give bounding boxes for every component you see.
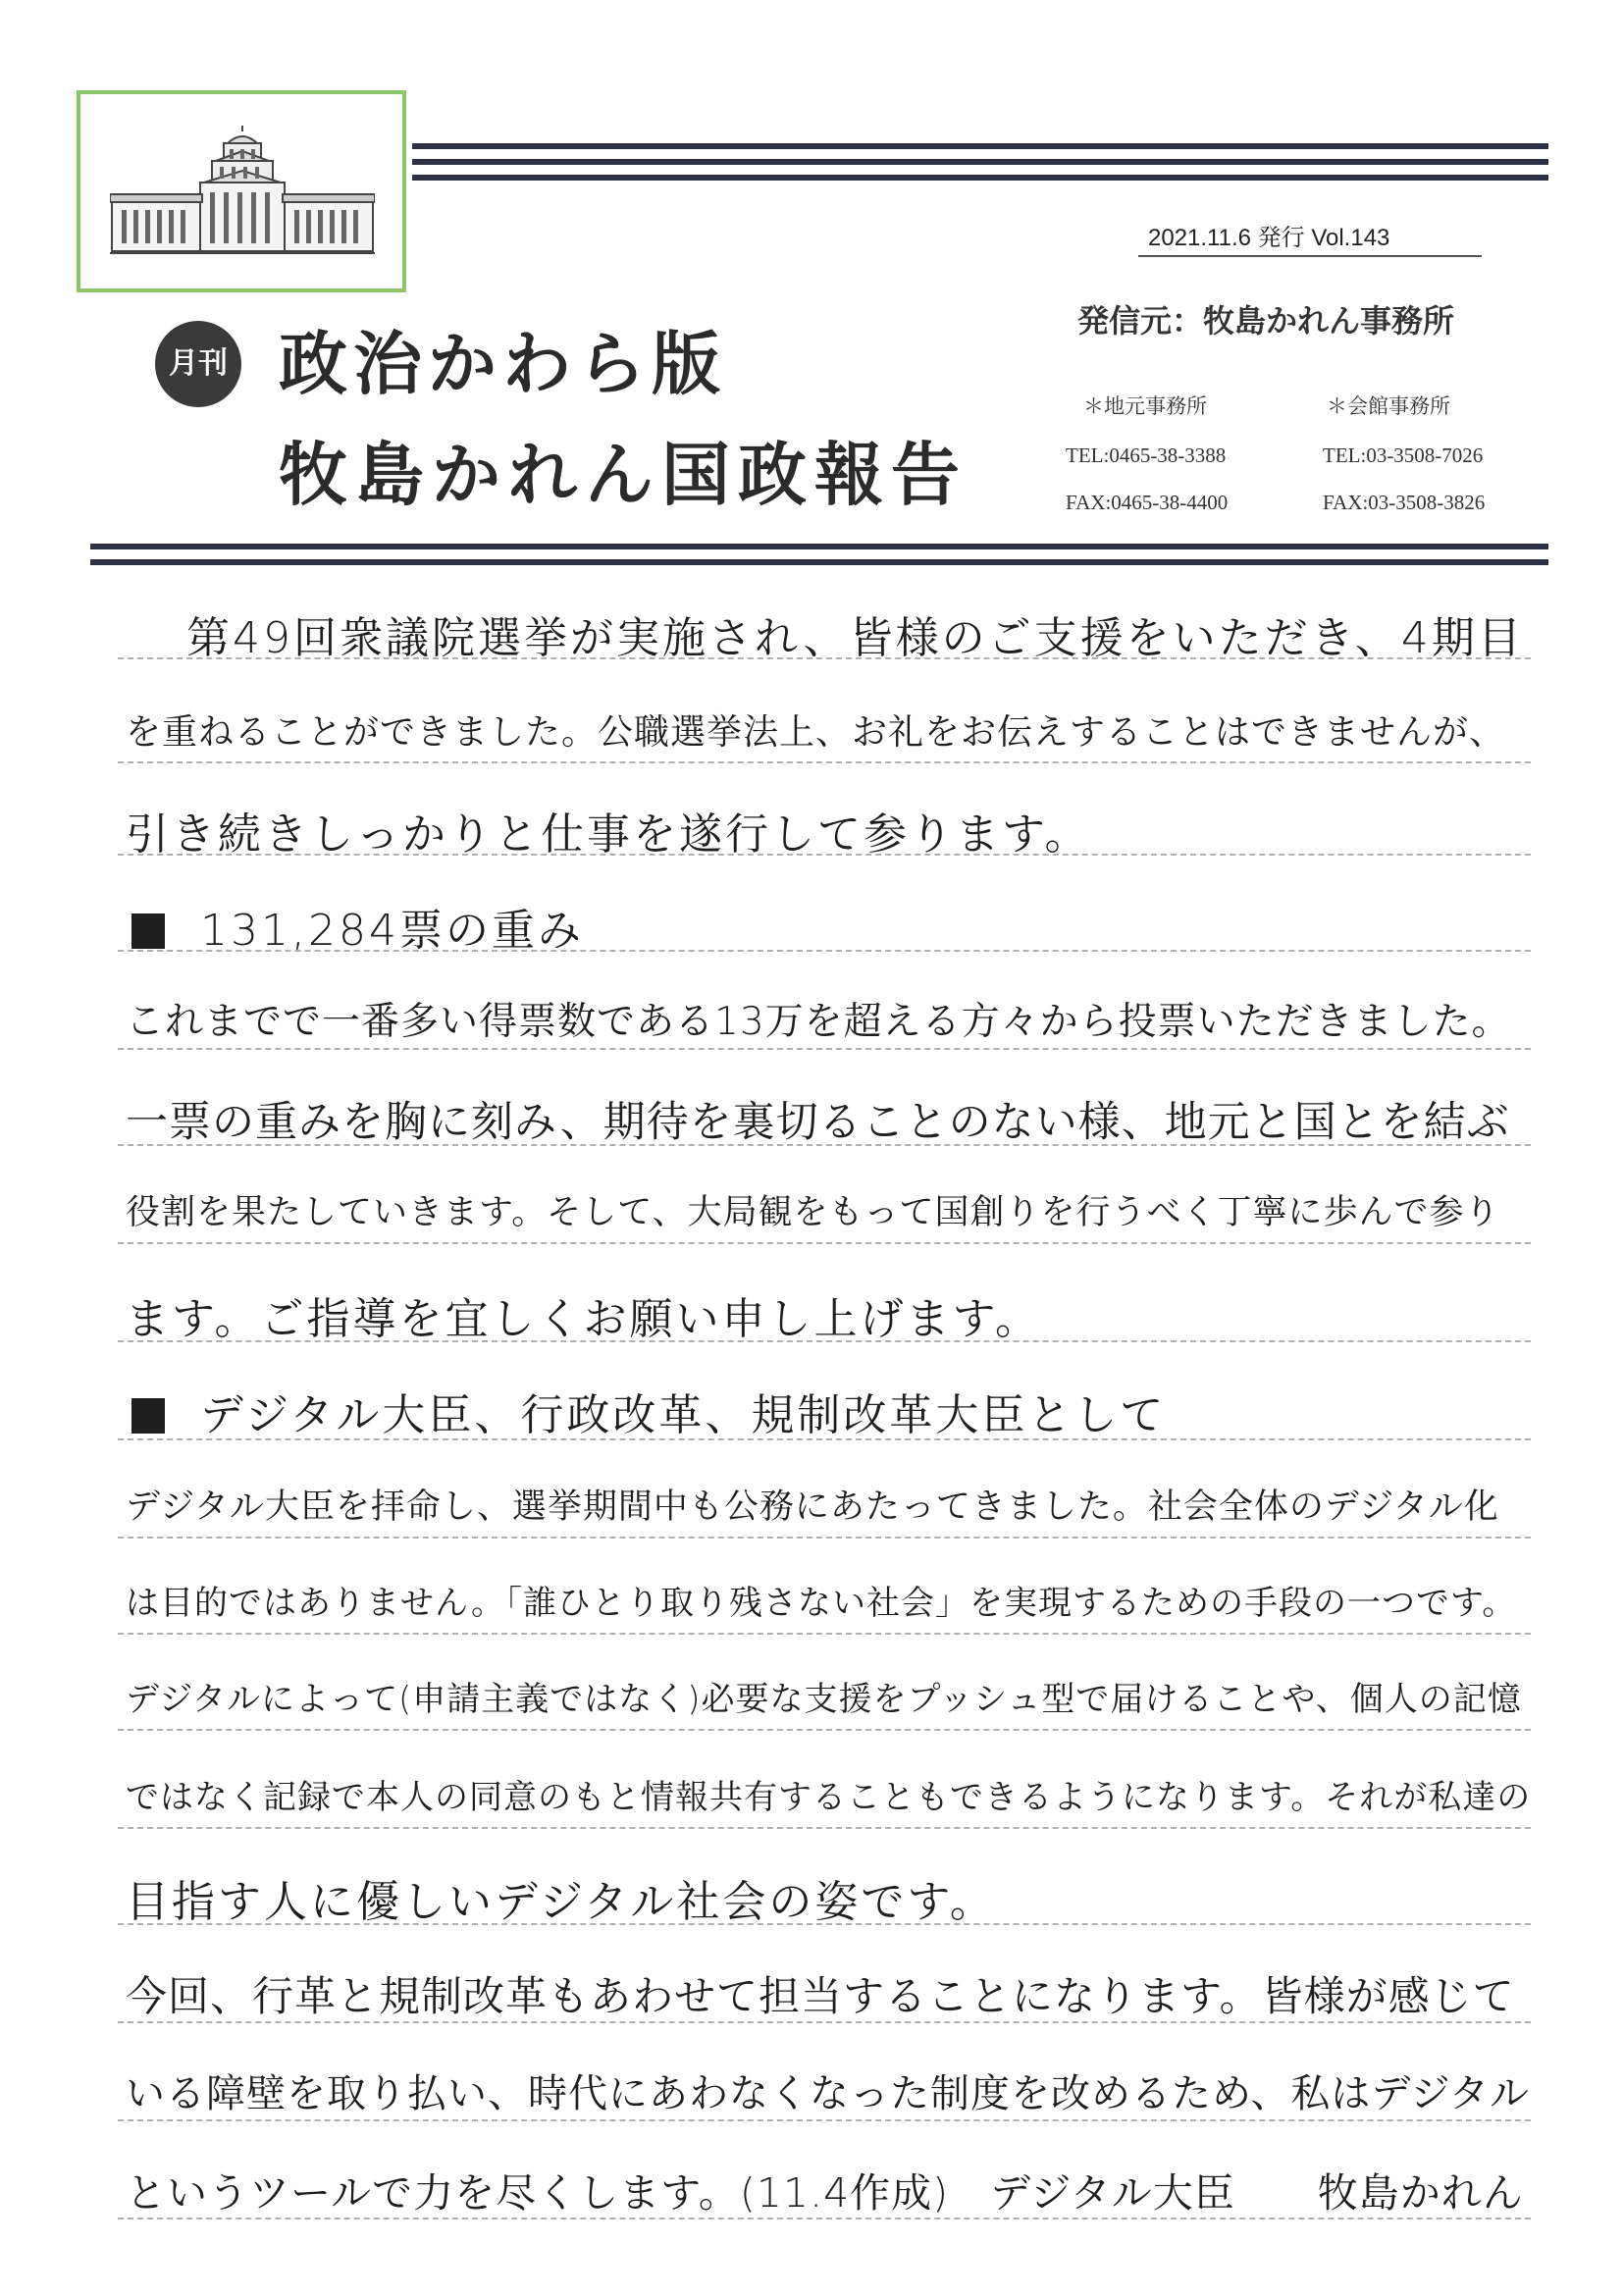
newsletter-subtitle: 牧島かれん国政報告 (279, 434, 968, 515)
square-bullet-icon (131, 1398, 165, 1434)
ruled-line (118, 1048, 1531, 1050)
issue-info: 2021.11.6 発行 Vol.143 (1148, 225, 1390, 251)
local-office-label: ＊地元事務所 (1083, 394, 1207, 418)
body-line: 引き続きしっかりと仕事を遂行して参ります。 (126, 809, 1091, 860)
diet-office-label: ＊会館事務所 (1327, 394, 1450, 418)
ruled-line (118, 1242, 1531, 1244)
local-office-fax: FAX:0465-38-4400 (1066, 491, 1229, 514)
body-line-signature: というツールで力を尽くします。(11.4作成) デジタル大臣 牧島かれん (126, 2169, 1524, 2217)
header-stripe (412, 159, 1548, 165)
body-line: を重ねることができました。公職選挙法上、お礼をお伝えすることはできませんが、 (126, 712, 1506, 753)
body-line: 今回、行革と規制改革もあわせて担当することになります。皆様が感じて (126, 1972, 1515, 2020)
sender-name: 発信元：牧島かれん事務所 (1077, 302, 1455, 339)
ruled-line (118, 761, 1531, 763)
diet-office-tel: TEL:03-3508-7026 (1323, 444, 1484, 467)
ruled-line (118, 1729, 1531, 1731)
monthly-badge: 月刊 (155, 321, 241, 407)
divider-stripe (90, 559, 1548, 565)
section-heading-votes (131, 895, 584, 958)
body-line: 役割を果たしていきます。そして、大局観をもって国創りを行うべく丁寧に歩んで参り (126, 1193, 1500, 1232)
body-line: ではなく記録で本人の同意のもと情報共有することもできるようになります。それが私達の (126, 1778, 1532, 1817)
body-line: これまでで一番多い得票数である13万を超える方々から投票いただきました。 (126, 1000, 1511, 1044)
newsletter-title: 政治かわら版 (279, 323, 726, 404)
square-bullet-icon (131, 913, 165, 949)
diet-building-logo (77, 90, 406, 292)
body-line: デジタル大臣を拝命し、選挙期間中も公務にあたってきました。社会全体のデジタル化 (126, 1487, 1499, 1527)
ruled-line (118, 1633, 1531, 1635)
header-stripe (412, 175, 1548, 181)
section-heading-text: 131,284票の重み (200, 906, 584, 956)
body-line: 目指す人に優しいデジタル社会の姿です。 (126, 1877, 996, 1927)
ruled-line (118, 2119, 1531, 2121)
diet-office-fax: FAX:03-3508-3826 (1323, 491, 1486, 514)
diet-building-icon (110, 124, 375, 261)
body-line: ます。ご指導を宜しくお願い申し上げます。 (126, 1294, 1041, 1344)
header-stripe (412, 143, 1548, 149)
body-line: いる障壁を取り払い、時代にあわなくなった制度を改めるため、私はデジタル (126, 2071, 1530, 2116)
local-office-tel: TEL:0465-38-3388 (1066, 444, 1227, 467)
body-line: は目的ではありません。「誰ひとり取り残さない社会」を実現するための手段の一つです。 (126, 1584, 1517, 1623)
divider-stripe (90, 544, 1548, 549)
body-line: デジタルによって(申請主義ではなく)必要な支援をプッシュ型で届けることや、個人の記憶 (126, 1680, 1522, 1719)
issue-underline (1138, 255, 1482, 257)
section-heading-digital (131, 1380, 1166, 1442)
body-line: 第49回衆議院選挙が実施され、皆様のご支援をいただき、4期目 (186, 613, 1524, 663)
ruled-line (118, 1827, 1531, 1829)
section-heading-text: デジタル大臣、行政改革、規制改革大臣として (200, 1390, 1167, 1440)
ruled-line (118, 1537, 1531, 1539)
body-line: 一票の重みを胸に刻み、期待を裏切ることのない様、地元と国とを結ぶ (126, 1098, 1510, 1147)
